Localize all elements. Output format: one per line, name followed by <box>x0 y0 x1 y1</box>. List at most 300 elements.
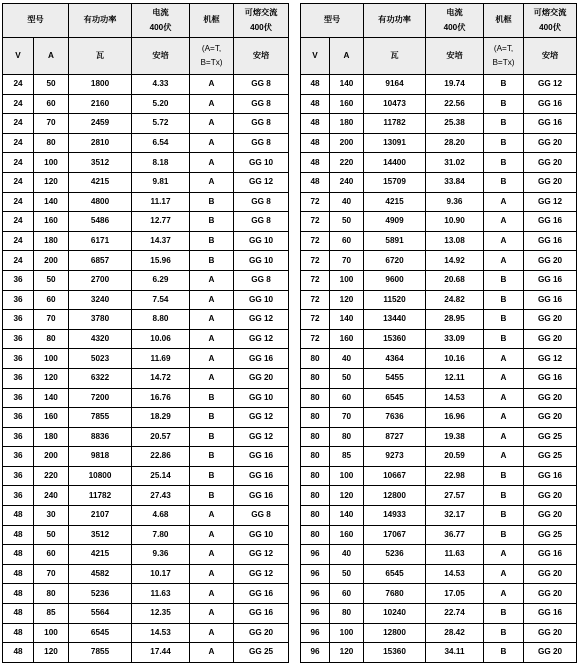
cell-capacity: 240 <box>34 486 69 506</box>
cell-power: 5564 <box>69 604 132 624</box>
table-row <box>301 408 577 428</box>
cell-frame: A <box>190 584 234 604</box>
cell-fuse: GG 10 <box>234 388 289 408</box>
cell-frame: B <box>484 604 524 624</box>
cell-current: 28.95 <box>426 310 484 330</box>
cell-capacity: 70 <box>34 114 69 134</box>
cell-frame: A <box>190 153 234 173</box>
table-row <box>301 329 577 349</box>
cell-capacity: 120 <box>330 486 364 506</box>
cell-current: 33.09 <box>426 329 484 349</box>
cell-voltage: 24 <box>3 192 34 212</box>
table-row <box>3 270 289 290</box>
unit-frame-line2: B=Tx) <box>200 58 223 67</box>
cell-capacity: 100 <box>330 270 364 290</box>
unit-v: V <box>3 38 34 75</box>
cell-fuse: GG 12 <box>524 349 577 369</box>
cell-capacity: 100 <box>330 466 364 486</box>
table-row <box>3 643 289 663</box>
cell-power: 6171 <box>69 231 132 251</box>
cell-current: 7.80 <box>132 525 190 545</box>
cell-fuse: GG 12 <box>234 545 289 565</box>
cell-fuse: GG 20 <box>524 251 577 271</box>
cell-frame: A <box>190 643 234 663</box>
cell-fuse: GG 20 <box>524 584 577 604</box>
cell-capacity: 50 <box>34 270 69 290</box>
unit-amp: 安培 <box>426 38 484 75</box>
table-row <box>3 251 289 271</box>
cell-current: 33.84 <box>426 172 484 192</box>
cell-fuse: GG 8 <box>234 94 289 114</box>
cell-frame: B <box>190 388 234 408</box>
cell-power: 10800 <box>69 466 132 486</box>
cell-power: 15709 <box>364 172 426 192</box>
cell-voltage: 48 <box>301 133 330 153</box>
cell-capacity: 120 <box>330 290 364 310</box>
header-current <box>132 4 190 38</box>
cell-power: 11520 <box>364 290 426 310</box>
cell-current: 31.02 <box>426 153 484 173</box>
cell-frame: A <box>190 623 234 643</box>
unit-v: V <box>301 38 330 75</box>
cell-voltage: 36 <box>3 329 34 349</box>
spec-table-right <box>300 3 577 663</box>
header-model: 型号 <box>3 4 69 38</box>
cell-voltage: 72 <box>301 290 330 310</box>
cell-voltage: 96 <box>301 623 330 643</box>
unit-frame-line2: B=Tx) <box>492 58 515 67</box>
cell-voltage: 96 <box>301 604 330 624</box>
cell-current: 10.16 <box>426 349 484 369</box>
cell-voltage: 24 <box>3 133 34 153</box>
cell-voltage: 96 <box>301 643 330 663</box>
cell-current: 20.57 <box>132 427 190 447</box>
cell-capacity: 50 <box>34 75 69 95</box>
cell-capacity: 40 <box>330 545 364 565</box>
cell-fuse: GG 8 <box>234 212 289 232</box>
cell-current: 19.74 <box>426 75 484 95</box>
cell-voltage: 36 <box>3 349 34 369</box>
cell-frame: A <box>190 349 234 369</box>
cell-voltage: 48 <box>301 94 330 114</box>
cell-fuse: GG 10 <box>234 153 289 173</box>
unit-frame-line1: (A=T, <box>201 43 222 53</box>
cell-frame: B <box>190 447 234 467</box>
cell-fuse: GG 25 <box>524 525 577 545</box>
cell-voltage: 48 <box>3 525 34 545</box>
cell-frame: B <box>484 153 524 173</box>
cell-voltage: 72 <box>301 231 330 251</box>
header-frame: 机框 <box>190 4 234 38</box>
cell-voltage: 24 <box>3 172 34 192</box>
cell-frame: B <box>484 506 524 526</box>
table-row <box>301 368 577 388</box>
cell-voltage: 48 <box>301 114 330 134</box>
cell-capacity: 180 <box>330 114 364 134</box>
cell-current: 20.59 <box>426 447 484 467</box>
cell-frame: A <box>484 388 524 408</box>
cell-capacity: 180 <box>34 231 69 251</box>
cell-frame: B <box>190 466 234 486</box>
cell-capacity: 60 <box>330 231 364 251</box>
header-current-label: 电流 <box>446 8 463 18</box>
cell-power: 10667 <box>364 466 426 486</box>
cell-fuse: GG 25 <box>524 427 577 447</box>
cell-power: 1800 <box>69 75 132 95</box>
cell-power: 4215 <box>364 192 426 212</box>
header-fuse-voltage: 400伏 <box>539 22 561 32</box>
cell-frame: A <box>484 192 524 212</box>
cell-frame: A <box>484 447 524 467</box>
cell-fuse: GG 20 <box>524 643 577 663</box>
cell-capacity: 240 <box>330 172 364 192</box>
cell-frame: A <box>190 270 234 290</box>
cell-voltage: 48 <box>3 643 34 663</box>
cell-current: 15.96 <box>132 251 190 271</box>
table-row <box>301 251 577 271</box>
unit-fuse: 安培 <box>524 38 577 75</box>
cell-power: 9164 <box>364 75 426 95</box>
header-fuse-voltage: 400伏 <box>250 22 272 32</box>
cell-current: 14.53 <box>426 564 484 584</box>
cell-power: 7636 <box>364 408 426 428</box>
cell-capacity: 60 <box>330 388 364 408</box>
table-row <box>301 486 577 506</box>
cell-current: 10.17 <box>132 564 190 584</box>
cell-capacity: 80 <box>330 604 364 624</box>
table-row <box>3 290 289 310</box>
cell-fuse: GG 16 <box>234 486 289 506</box>
cell-voltage: 36 <box>3 486 34 506</box>
cell-fuse: GG 20 <box>524 329 577 349</box>
cell-current: 14.72 <box>132 368 190 388</box>
cell-fuse: GG 20 <box>524 506 577 526</box>
cell-voltage: 36 <box>3 270 34 290</box>
cell-power: 4800 <box>69 192 132 212</box>
unit-fuse: 安培 <box>234 38 289 75</box>
cell-fuse: GG 16 <box>234 584 289 604</box>
cell-frame: B <box>484 270 524 290</box>
cell-capacity: 140 <box>330 75 364 95</box>
cell-power: 7855 <box>69 643 132 663</box>
cell-current: 22.86 <box>132 447 190 467</box>
cell-capacity: 160 <box>34 408 69 428</box>
cell-frame: A <box>484 251 524 271</box>
table-body-left <box>3 75 289 663</box>
cell-current: 32.17 <box>426 506 484 526</box>
cell-power: 5236 <box>69 584 132 604</box>
cell-voltage: 24 <box>3 114 34 134</box>
cell-voltage: 36 <box>3 290 34 310</box>
cell-power: 4215 <box>69 545 132 565</box>
cell-frame: A <box>190 506 234 526</box>
cell-fuse: GG 20 <box>524 486 577 506</box>
cell-capacity: 100 <box>330 623 364 643</box>
cell-voltage: 72 <box>301 310 330 330</box>
cell-current: 14.92 <box>426 251 484 271</box>
table-row <box>3 427 289 447</box>
cell-frame: A <box>484 584 524 604</box>
cell-voltage: 48 <box>301 172 330 192</box>
cell-current: 17.44 <box>132 643 190 663</box>
cell-capacity: 80 <box>330 427 364 447</box>
cell-voltage: 36 <box>3 408 34 428</box>
cell-current: 22.98 <box>426 466 484 486</box>
cell-fuse: GG 20 <box>524 564 577 584</box>
cell-voltage: 36 <box>3 427 34 447</box>
table-row <box>301 584 577 604</box>
unit-frame <box>484 38 524 75</box>
cell-capacity: 200 <box>330 133 364 153</box>
cell-power: 12800 <box>364 486 426 506</box>
cell-fuse: GG 10 <box>234 525 289 545</box>
cell-capacity: 120 <box>34 368 69 388</box>
cell-power: 6322 <box>69 368 132 388</box>
cell-voltage: 72 <box>301 192 330 212</box>
cell-power: 6545 <box>364 564 426 584</box>
cell-power: 4320 <box>69 329 132 349</box>
cell-capacity: 70 <box>330 251 364 271</box>
cell-fuse: GG 12 <box>234 564 289 584</box>
cell-current: 19.38 <box>426 427 484 447</box>
cell-capacity: 50 <box>330 368 364 388</box>
cell-voltage: 80 <box>301 525 330 545</box>
cell-current: 24.82 <box>426 290 484 310</box>
cell-capacity: 200 <box>34 447 69 467</box>
cell-fuse: GG 12 <box>234 310 289 330</box>
cell-power: 4909 <box>364 212 426 232</box>
cell-power: 3512 <box>69 525 132 545</box>
cell-power: 13440 <box>364 310 426 330</box>
cell-frame: A <box>190 114 234 134</box>
table-row <box>301 349 577 369</box>
table-row <box>301 270 577 290</box>
cell-voltage: 24 <box>3 94 34 114</box>
table-row <box>301 133 577 153</box>
table-row <box>3 564 289 584</box>
cell-voltage: 36 <box>3 388 34 408</box>
table-row <box>3 486 289 506</box>
cell-fuse: GG 20 <box>524 153 577 173</box>
table-row <box>301 212 577 232</box>
cell-frame: A <box>484 427 524 447</box>
cell-frame: B <box>484 329 524 349</box>
cell-power: 11782 <box>69 486 132 506</box>
cell-fuse: GG 20 <box>524 388 577 408</box>
cell-power: 6857 <box>69 251 132 271</box>
table-row <box>3 192 289 212</box>
table-row <box>301 94 577 114</box>
cell-fuse: GG 16 <box>524 604 577 624</box>
cell-current: 36.77 <box>426 525 484 545</box>
cell-power: 13091 <box>364 133 426 153</box>
table-row <box>3 584 289 604</box>
table-row <box>3 388 289 408</box>
cell-current: 10.06 <box>132 329 190 349</box>
cell-capacity: 60 <box>34 290 69 310</box>
cell-voltage: 24 <box>3 231 34 251</box>
table-row <box>3 466 289 486</box>
cell-fuse: GG 10 <box>234 231 289 251</box>
cell-capacity: 100 <box>34 349 69 369</box>
cell-frame: B <box>190 192 234 212</box>
cell-frame: A <box>190 133 234 153</box>
cell-capacity: 200 <box>34 251 69 271</box>
cell-power: 5455 <box>364 368 426 388</box>
cell-fuse: GG 16 <box>524 212 577 232</box>
cell-voltage: 48 <box>3 623 34 643</box>
cell-fuse: GG 12 <box>524 75 577 95</box>
cell-voltage: 80 <box>301 349 330 369</box>
cell-frame: A <box>190 94 234 114</box>
cell-voltage: 80 <box>301 388 330 408</box>
cell-power: 8727 <box>364 427 426 447</box>
cell-power: 17067 <box>364 525 426 545</box>
cell-current: 8.18 <box>132 153 190 173</box>
cell-current: 14.37 <box>132 231 190 251</box>
cell-voltage: 80 <box>301 368 330 388</box>
cell-capacity: 100 <box>34 153 69 173</box>
unit-a: A <box>34 38 69 75</box>
cell-power: 14933 <box>364 506 426 526</box>
table-row <box>301 447 577 467</box>
cell-voltage: 72 <box>301 251 330 271</box>
cell-capacity: 220 <box>34 466 69 486</box>
cell-capacity: 180 <box>34 427 69 447</box>
cell-power: 15360 <box>364 643 426 663</box>
cell-fuse: GG 16 <box>524 94 577 114</box>
table-row <box>301 466 577 486</box>
cell-fuse: GG 8 <box>234 192 289 212</box>
cell-fuse: GG 12 <box>234 329 289 349</box>
cell-power: 3512 <box>69 153 132 173</box>
cell-fuse: GG 10 <box>234 290 289 310</box>
cell-power: 2107 <box>69 506 132 526</box>
cell-capacity: 140 <box>34 388 69 408</box>
table-row <box>3 133 289 153</box>
cell-fuse: GG 8 <box>234 506 289 526</box>
table-row <box>3 231 289 251</box>
cell-voltage: 24 <box>3 75 34 95</box>
cell-capacity: 140 <box>330 506 364 526</box>
cell-frame: A <box>190 604 234 624</box>
cell-voltage: 72 <box>301 329 330 349</box>
cell-current: 9.36 <box>132 545 190 565</box>
cell-frame: A <box>190 290 234 310</box>
cell-frame: A <box>484 564 524 584</box>
cell-frame: A <box>190 525 234 545</box>
cell-voltage: 72 <box>301 270 330 290</box>
cell-power: 8836 <box>69 427 132 447</box>
table-row <box>301 310 577 330</box>
cell-frame: B <box>484 94 524 114</box>
table-row <box>301 75 577 95</box>
cell-voltage: 96 <box>301 564 330 584</box>
cell-current: 16.76 <box>132 388 190 408</box>
cell-current: 10.90 <box>426 212 484 232</box>
cell-current: 22.56 <box>426 94 484 114</box>
table-row <box>301 231 577 251</box>
cell-frame: B <box>190 251 234 271</box>
cell-frame: B <box>484 133 524 153</box>
cell-current: 4.33 <box>132 75 190 95</box>
cell-voltage: 96 <box>301 584 330 604</box>
table-row <box>301 192 577 212</box>
cell-frame: B <box>484 290 524 310</box>
cell-current: 27.57 <box>426 486 484 506</box>
cell-current: 28.20 <box>426 133 484 153</box>
cell-voltage: 48 <box>301 75 330 95</box>
table-row <box>301 604 577 624</box>
header-current-label: 电流 <box>152 8 169 18</box>
cell-fuse: GG 12 <box>524 192 577 212</box>
cell-current: 7.54 <box>132 290 190 310</box>
cell-frame: A <box>484 231 524 251</box>
unit-w: 瓦 <box>69 38 132 75</box>
table-row <box>3 506 289 526</box>
cell-voltage: 72 <box>301 212 330 232</box>
cell-power: 6720 <box>364 251 426 271</box>
cell-power: 2160 <box>69 94 132 114</box>
cell-voltage: 48 <box>3 506 34 526</box>
cell-voltage: 80 <box>301 427 330 447</box>
cell-current: 9.81 <box>132 172 190 192</box>
table-row <box>301 172 577 192</box>
cell-capacity: 120 <box>34 643 69 663</box>
cell-frame: B <box>484 75 524 95</box>
cell-fuse: GG 16 <box>234 349 289 369</box>
cell-power: 5891 <box>364 231 426 251</box>
cell-current: 16.96 <box>426 408 484 428</box>
cell-current: 5.72 <box>132 114 190 134</box>
cell-voltage: 48 <box>3 545 34 565</box>
cell-current: 18.29 <box>132 408 190 428</box>
cell-power: 14400 <box>364 153 426 173</box>
cell-power: 4582 <box>69 564 132 584</box>
cell-power: 9600 <box>364 270 426 290</box>
table-row <box>3 114 289 134</box>
table-row <box>301 525 577 545</box>
cell-power: 6545 <box>364 388 426 408</box>
header-power: 有功功率 <box>364 4 426 38</box>
cell-power: 15360 <box>364 329 426 349</box>
table-row <box>3 329 289 349</box>
cell-power: 5236 <box>364 545 426 565</box>
table-body-right <box>301 75 577 663</box>
cell-fuse: GG 10 <box>234 251 289 271</box>
cell-fuse: GG 20 <box>524 623 577 643</box>
cell-capacity: 50 <box>34 525 69 545</box>
cell-voltage: 48 <box>3 604 34 624</box>
cell-fuse: GG 16 <box>234 604 289 624</box>
header-current-voltage: 400伏 <box>443 22 466 32</box>
unit-frame-line1: (A=T, <box>493 43 514 53</box>
cell-current: 11.69 <box>132 349 190 369</box>
table-row <box>3 623 289 643</box>
header-fuse-label: 可熔交流 <box>533 8 567 18</box>
cell-fuse: GG 8 <box>234 75 289 95</box>
cell-voltage: 36 <box>3 466 34 486</box>
cell-power: 3240 <box>69 290 132 310</box>
cell-frame: B <box>190 212 234 232</box>
cell-current: 8.80 <box>132 310 190 330</box>
cell-power: 5023 <box>69 349 132 369</box>
cell-frame: A <box>190 564 234 584</box>
cell-current: 13.08 <box>426 231 484 251</box>
cell-capacity: 160 <box>330 329 364 349</box>
cell-power: 10240 <box>364 604 426 624</box>
cell-capacity: 120 <box>34 172 69 192</box>
